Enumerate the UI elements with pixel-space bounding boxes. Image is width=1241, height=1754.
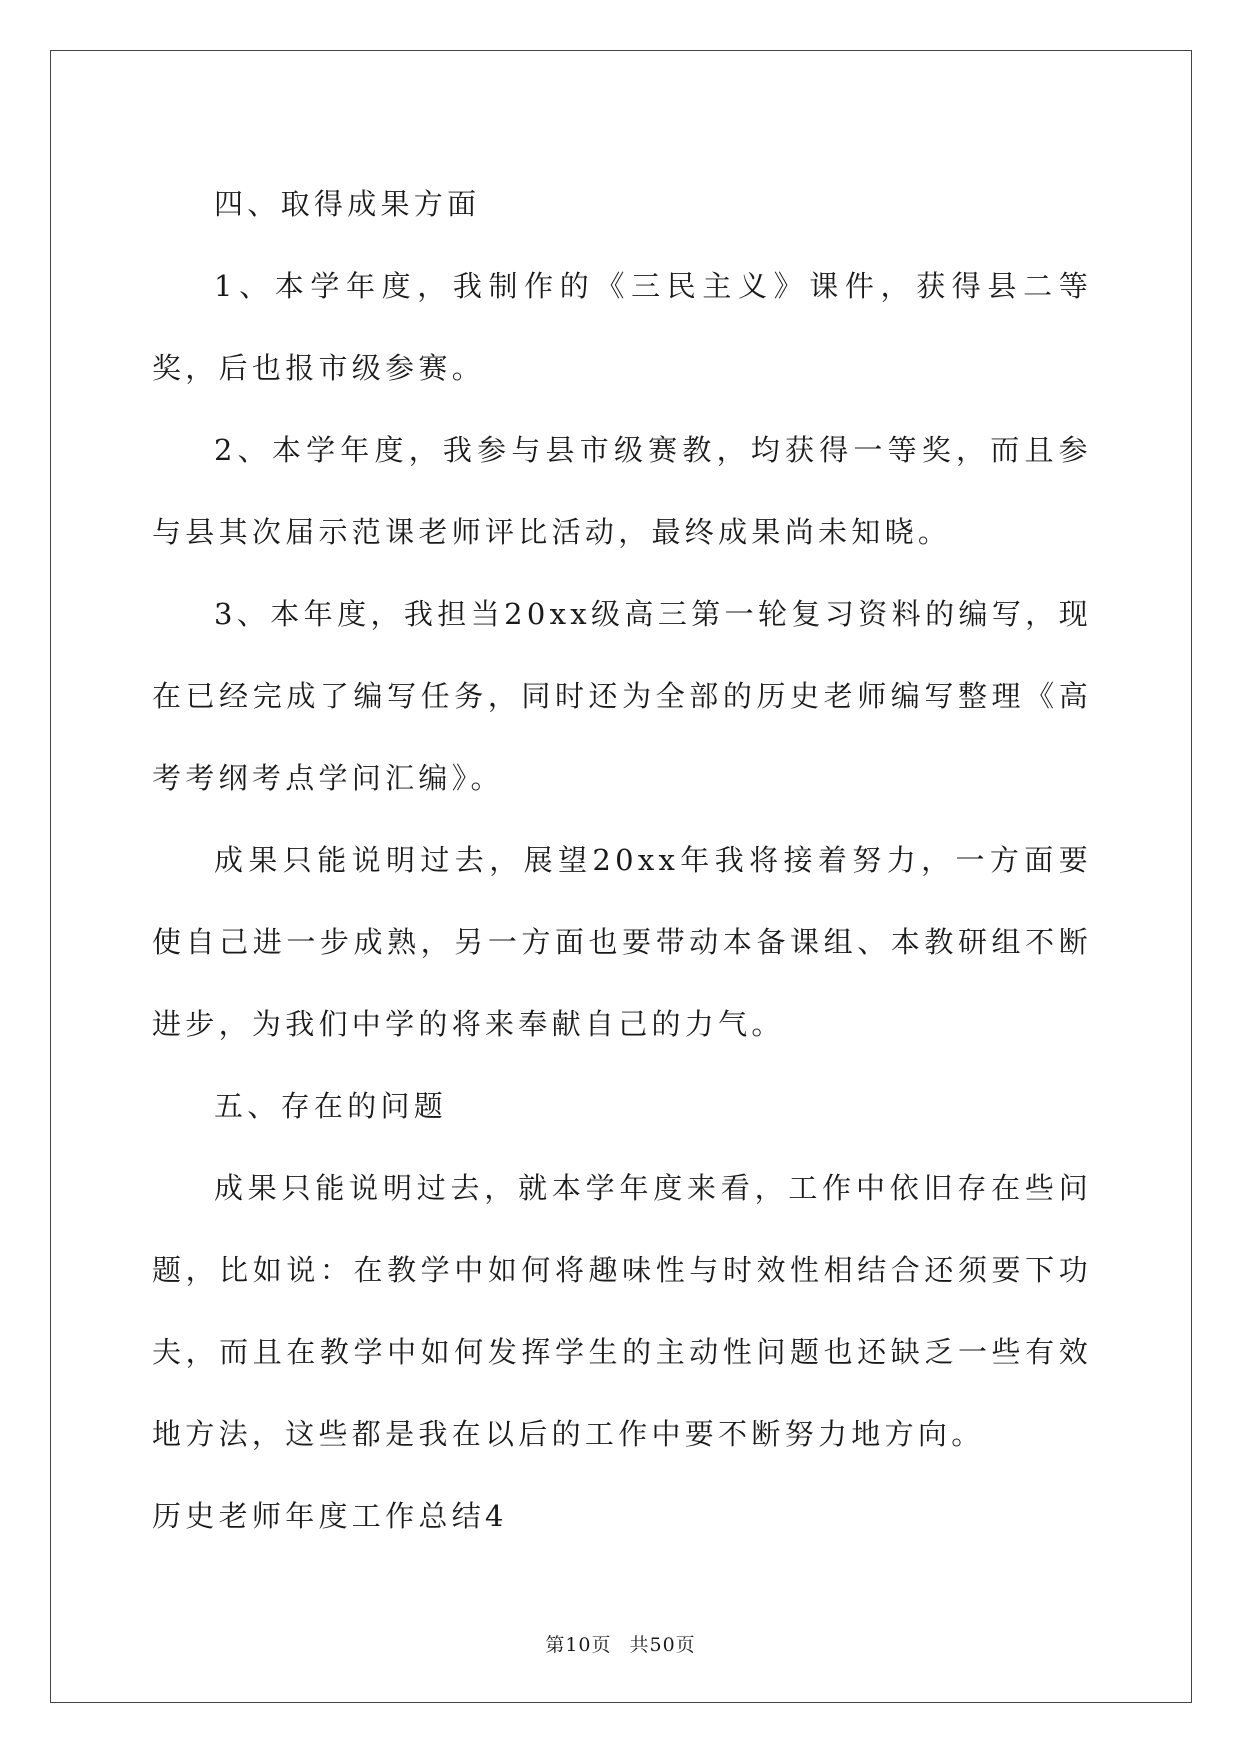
paragraph-problems: 成果只能说明过去，就本学年度来看，工作中依旧存在些问题，比如说：在教学中如何将趣味性与时效性相结合还须要下功夫，而且在教学中如何发挥学生的主动性问题也还缺乏一些有效地方法，这些都是我在以后的工作中要不断努力地方向。 [152, 1171, 1092, 1451]
section-heading-achievements: 四、取得成果方面 [214, 187, 481, 221]
paragraph-item-3: 3、本年度，我担当20xx级高三第一轮复习资料的编写，现在已经完成了编写任务，同时还为全部的历史老师编写整理《高考考纲考点学问汇编》。 [152, 597, 1092, 795]
document-section-title: 历史老师年度工作总结4 [152, 1499, 508, 1533]
page-footer [0, 1630, 1241, 1657]
page-total: 共50页 [629, 1634, 696, 1656]
paragraph-item-1: 1、本学年度，我制作的《三民主义》课件，获得县二等奖，后也报市级参赛。 [152, 269, 1092, 385]
section-heading-problems: 五、存在的问题 [214, 1089, 448, 1123]
paragraph-item-2: 2、本学年度，我参与县市级赛教，均获得一等奖，而且参与县其次届示范课老师评比活动，最终成果尚未知晓。 [152, 433, 1092, 549]
page-number: 第10页 [545, 1634, 612, 1656]
paragraph-outlook: 成果只能说明过去，展望20xx年我将接着努力，一方面要使自己进一步成熟，另一方面也要带动本备课组、本教研组不断进步，为我们中学的将来奉献自己的力气。 [152, 843, 1092, 1041]
document-body [152, 163, 1092, 1557]
